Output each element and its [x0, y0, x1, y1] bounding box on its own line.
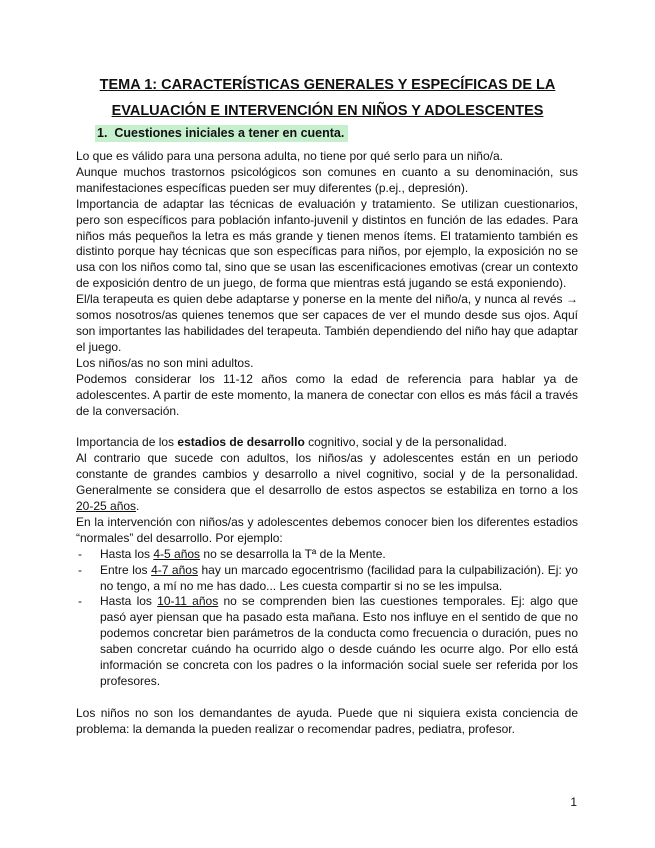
section-heading-text: Cuestiones iniciales a tener en cuenta.	[114, 126, 345, 140]
text-span: no se desarrolla la Tª de la Mente.	[200, 546, 386, 561]
underlined-age: 4-5 años	[153, 546, 201, 561]
text-span: Importancia de los	[76, 435, 178, 450]
list-item	[76, 563, 578, 595]
list-item	[76, 547, 578, 563]
paragraph: Lo que es válido para una persona adulta, no tiene por qué serlo para un niño/a.	[76, 149, 503, 163]
section-heading	[95, 125, 348, 142]
text-span: no se comprenden bien las cuestiones temporales. Ej: algo que pasó ayer piensan que ha pasado esta mañana. Esto nos influye en el sentido de que no podemos concretar bien parámetros de la conducta como frecuencia o duración, pues no saben concretar cuándo ha ocurrido algo o desde cuándo les ocurre algo. Por ello está información se concreta con los padres o la información social suele ser referida por los profesores.	[100, 594, 579, 688]
underlined-age: 4-7 años	[151, 562, 198, 577]
paragraph: El/la terapeuta es quien debe adaptarse y ponerse en la mente del niño/a, y nunca al revés → somos nosotros/as quienes tenemos que ser capaces de ver el mundo desde sus ojos. Aquí son importantes las habilidades del terapeuta. También dependiendo del niño hay que adaptar el juego.	[76, 292, 578, 354]
spacer	[76, 690, 578, 706]
paragraph: Los niños/as no son mini adultos.	[76, 355, 254, 370]
section-number: 1.	[97, 126, 108, 140]
bold-term: estadios de desarrollo	[177, 435, 305, 450]
text-span: Hasta los	[100, 546, 154, 561]
spacer	[76, 419, 578, 435]
page-title-line-1: TEMA 1: CARACTERÍSTICAS GENERALES Y ESPECÍFICAS DE LA	[99, 77, 556, 93]
text-span: hay un marcado egocentrismo (facilidad para la culpabilización). Ej: yo no tengo, a mí no me has dado... Les cuesta compartir si no se les impulsa.	[100, 562, 578, 593]
paragraph-intervention: En la intervención con niños/as y adolescentes debemos conocer bien los diferentes estadios “normales” del desarrollo. Por ejemplo:	[76, 514, 578, 545]
text-span: Hasta los	[100, 594, 158, 609]
underlined-age: 10-11 años	[157, 594, 219, 609]
paragraph-contrast	[76, 451, 578, 515]
paragraph-closing: Los niños no son los demandantes de ayuda. Puede que ni siquiera exista conciencia de problema: la demanda la pueden realizar o recomendar padres, pediatra, profesor.	[76, 705, 578, 736]
paragraph: Aunque muchos trastornos psicológicos son comunes en cuanto a su denominación, sus manifestaciones específicas pueden ser muy diferentes (p.ej., depresión).	[76, 164, 578, 195]
underlined-age: 20-25 años	[76, 499, 137, 514]
paragraph: Importancia de adaptar las técnicas de evaluación y tratamiento. Se utilizan cuestionarios, pero son específicos para población infanto-juvenil y distintos en función de las edades. Para niños más pequeños la letra es más grande y tienen menos ítems. El tratamiento también es distinto porque hay técnicas que son específicas para niños, por ejemplo, la exposición no se usa con los niños como tal, sino que se usan las escenificaciones emotivas (crear un contexto de exposición dentro de un juego, de forma que mientras está jugando se está exponiendo).	[76, 196, 578, 291]
text-span: Entre los	[100, 562, 152, 577]
text-span: Al contrario que sucede con adultos, los niños/as y adolescentes están en un periodo constante de grandes cambios y desarrollo a nivel cognitivo, social y de la personalidad. Generalmente se considera que el desarrollo de estos aspectos se estabiliza en torno a los	[76, 451, 578, 498]
paragraph-development-stages	[76, 435, 578, 451]
page-title-line-2: EVALUACIÓN E INTERVENCIÓN EN NIÑOS Y ADOLESCENTES	[111, 103, 544, 119]
text-span: .	[136, 499, 140, 514]
paragraph: Podemos considerar los 11-12 años como la edad de referencia para hablar ya de adolescentes. A partir de este momento, la manera de conectar con ellos es más fácil a través de la conversación.	[76, 371, 578, 418]
page-number: 1	[570, 795, 577, 809]
list-item	[76, 594, 578, 689]
document-body	[76, 149, 578, 738]
text-span: cognitivo, social y de la personalidad.	[304, 435, 507, 450]
